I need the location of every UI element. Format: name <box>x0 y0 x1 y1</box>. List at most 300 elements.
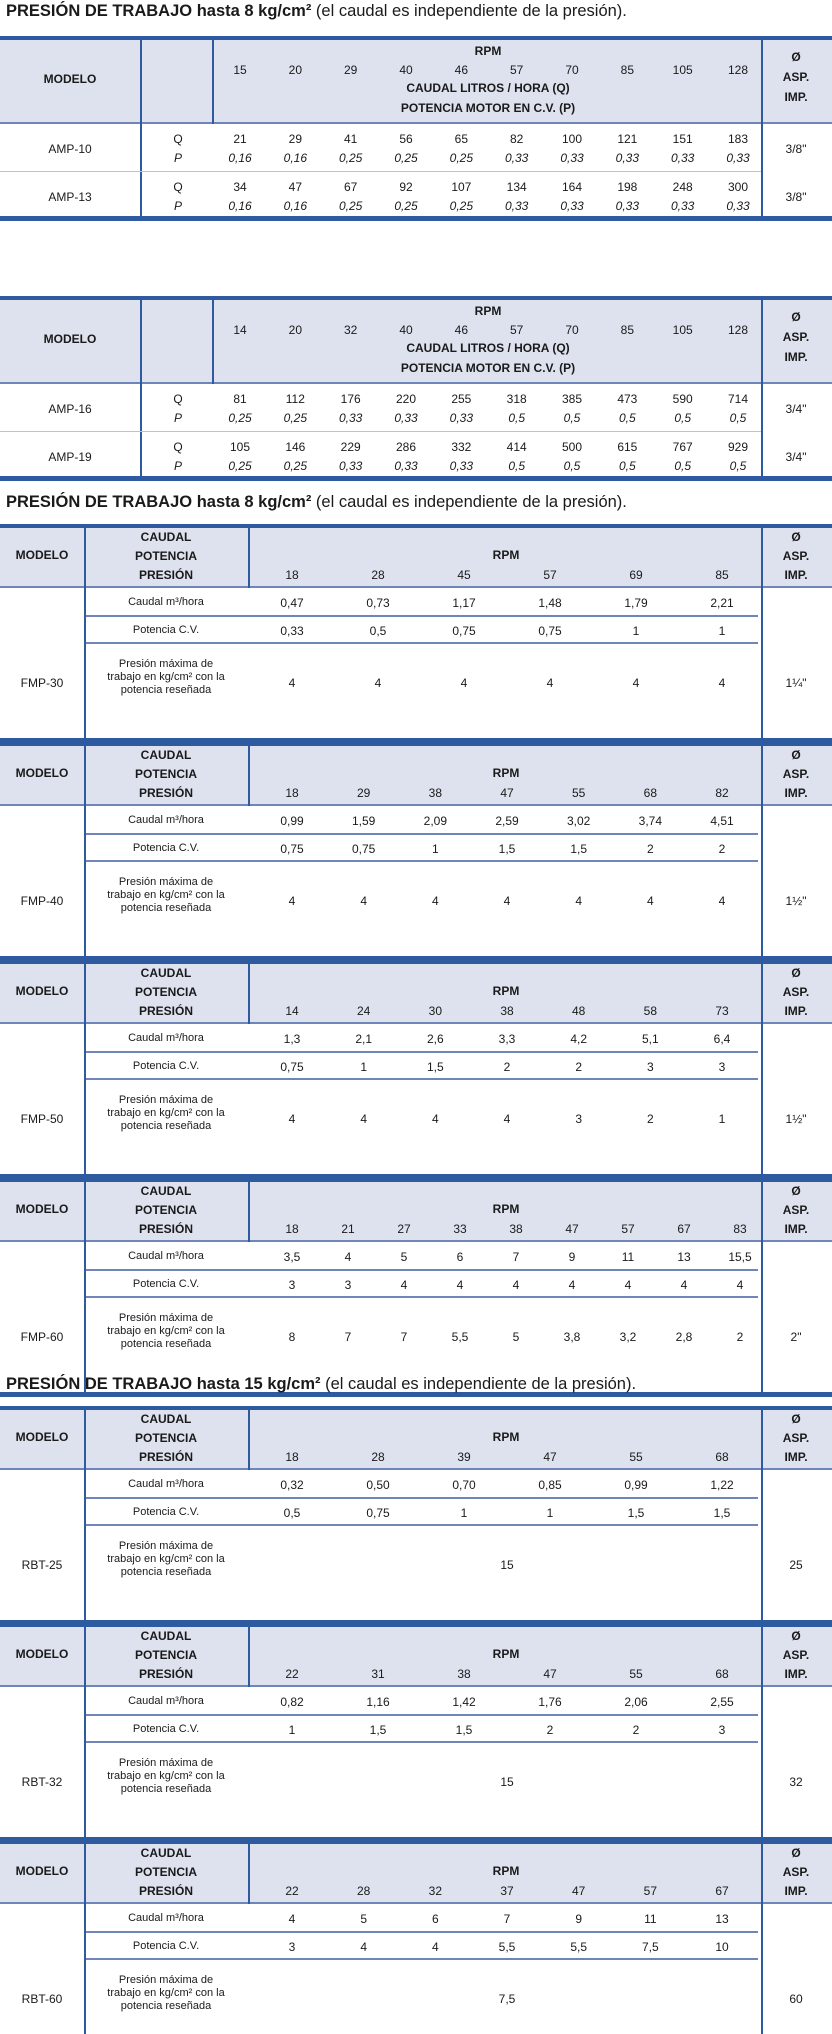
size-value: 2" <box>790 1330 802 1344</box>
presion-row-label: Presión máxima de trabajo en kg/cm² con la potencia reseñada <box>107 1312 225 1350</box>
col-divider <box>761 964 763 1174</box>
p-value: 0,25 <box>394 151 418 165</box>
table-header <box>0 960 832 1024</box>
p-value: 0,33 <box>504 199 529 213</box>
size-value: 3/4" <box>785 402 807 416</box>
q-value: 21 <box>233 132 247 146</box>
potencia-value: 3 <box>288 1278 296 1292</box>
rpm-value: 40 <box>399 323 413 337</box>
p-label: P <box>173 199 183 213</box>
asp-label: ASP. <box>782 767 810 781</box>
diam-label: Ø <box>791 50 801 64</box>
caudal-value: 11 <box>644 1912 657 1926</box>
presion-row-label: Presión máxima de trabajo en kg/cm² con la potencia reseñada <box>107 876 225 914</box>
presion-row-label: Presión máxima de trabajo en kg/cm² con la potencia reseñada <box>107 1540 225 1578</box>
rpm-value: 32 <box>428 1884 443 1898</box>
asp-label: ASP. <box>782 1865 810 1879</box>
col-divider <box>761 300 763 476</box>
caudal-row-label: Caudal m³/hora <box>128 596 204 608</box>
presion-label: PRESIÓN <box>138 786 194 800</box>
rpm-value: 68 <box>715 1450 729 1464</box>
caudal-value: 2,1 <box>355 1032 372 1046</box>
amp-table <box>0 296 832 481</box>
modelo-label: MODELO <box>15 1430 69 1444</box>
p-value: 0,33 <box>338 411 363 425</box>
q-value: 220 <box>395 392 417 406</box>
presion-value: 4 <box>646 894 654 908</box>
rpm-value: 14 <box>233 323 247 337</box>
potencia-value: 1,5 <box>498 842 516 856</box>
p-value: 0,5 <box>618 411 636 425</box>
size-value: 60 <box>789 1992 803 2006</box>
p-value: 0,33 <box>394 459 418 473</box>
potencia-value: 1 <box>360 1060 367 1074</box>
model-name: FMP-50 <box>20 1112 64 1126</box>
row-divider <box>86 1958 758 1960</box>
caudal-row-label: Caudal m³/hora <box>128 814 204 826</box>
caudal-value: 3,3 <box>498 1032 516 1046</box>
col-divider <box>761 1627 763 1837</box>
caudal-value: 7 <box>512 1250 520 1264</box>
rpm-value: 21 <box>341 1222 355 1236</box>
p-value: 0,5 <box>563 459 581 473</box>
potencia-row-label: Potencia C.V. <box>132 1278 200 1290</box>
potencia-value: 0,75 <box>366 1506 390 1520</box>
rpm-value: 28 <box>371 1450 385 1464</box>
caudal-value: 15,5 <box>728 1250 752 1264</box>
potencia-value: 1 <box>288 1723 296 1737</box>
modelo-label: MODELO <box>15 984 69 998</box>
potencia-value: 4 <box>624 1278 632 1292</box>
presion-value: 4 <box>431 1112 439 1126</box>
potencia-row-label: Potencia C.V. <box>132 1060 200 1072</box>
col-divider <box>761 1182 763 1392</box>
table-body <box>0 1904 832 2034</box>
caudal-value: 3,02 <box>566 814 591 828</box>
rpm-value: 32 <box>343 323 358 337</box>
potencia-label: POTENCIA <box>134 767 198 781</box>
modelo-label: MODELO <box>43 72 97 86</box>
potencia-value: 2 <box>718 842 726 856</box>
presion-value: 4 <box>360 894 367 908</box>
q-value: 34 <box>233 180 247 194</box>
diam-label: Ø <box>791 966 801 980</box>
rpm-value: 40 <box>399 63 413 77</box>
p-value: 0,33 <box>449 459 474 473</box>
row-divider <box>86 1741 758 1743</box>
q-value: 67 <box>343 180 358 194</box>
rpm-value: 68 <box>643 786 658 800</box>
col-divider <box>84 964 86 1174</box>
asp-label: ASP. <box>782 985 810 999</box>
rpm-value: 47 <box>543 1450 557 1464</box>
potencia-value: 1,5 <box>369 1723 387 1737</box>
rpm-value: 82 <box>715 786 729 800</box>
potencia-value: 2 <box>646 842 654 856</box>
caudal-value: 1,16 <box>366 1695 390 1709</box>
q-value: 929 <box>727 440 749 454</box>
rpm-value: 28 <box>356 1884 371 1898</box>
caudal-value: 11 <box>621 1250 635 1264</box>
q-label: Q <box>173 440 183 454</box>
q-value: 82 <box>509 132 524 146</box>
model-name: AMP-13 <box>48 190 92 204</box>
rpm-value: 22 <box>285 1884 299 1898</box>
heading-text: (el caudal es independiente de la presión). <box>311 493 627 511</box>
p-value: 0,5 <box>674 459 691 473</box>
rpm-value: 85 <box>620 323 635 337</box>
potencia-value: 0,5 <box>369 624 387 638</box>
rpm-value: 31 <box>371 1667 385 1681</box>
p-value: 0,33 <box>726 151 750 165</box>
rpm-label: RPM <box>474 304 502 318</box>
potencia-value: 3 <box>718 1060 726 1074</box>
rpm-value: 47 <box>565 1222 579 1236</box>
presion-value: 3 <box>575 1112 582 1126</box>
p-value: 0,16 <box>283 151 308 165</box>
size-value: 1½" <box>785 894 807 908</box>
q-value: 198 <box>617 180 638 194</box>
potencia-value: 4 <box>400 1278 408 1292</box>
caudal-value: 3,74 <box>638 814 663 828</box>
potencia-value: 1 <box>431 842 439 856</box>
rpm-value: 105 <box>672 323 693 337</box>
rpm-value: 38 <box>457 1667 471 1681</box>
p-value: 0,25 <box>449 199 474 213</box>
p-value: 0,33 <box>449 411 474 425</box>
caudal-label: CAUDAL <box>140 1412 192 1426</box>
q-value: 81 <box>233 392 247 406</box>
p-value: 0,16 <box>228 199 252 213</box>
col-divider <box>248 1182 250 1242</box>
q-value: 29 <box>288 132 303 146</box>
row-divider <box>0 431 761 432</box>
header-rule <box>0 586 832 588</box>
asp-label: ASP. <box>782 1431 810 1445</box>
p-value: 0,25 <box>449 151 474 165</box>
section-heading <box>6 493 627 512</box>
col-divider <box>248 964 250 1024</box>
row-divider <box>86 1269 758 1271</box>
caudal-row-label: Caudal m³/hora <box>128 1032 204 1044</box>
model-name: FMP-60 <box>20 1330 64 1344</box>
q-value: 318 <box>506 392 527 406</box>
diam-label: Ø <box>791 310 801 324</box>
asp-label: ASP. <box>782 549 810 563</box>
potencia-row-label: Potencia C.V. <box>132 1723 200 1735</box>
caudal-value: 0,85 <box>538 1478 562 1492</box>
rpm-value: 29 <box>343 63 358 77</box>
caudal-value: 9 <box>568 1250 576 1264</box>
caudal-value: 7 <box>503 1912 511 1926</box>
p-value: 0,25 <box>338 199 363 213</box>
amp-table <box>0 36 832 221</box>
caudal-value: 13 <box>715 1912 729 1926</box>
presion-value: 7 <box>400 1330 408 1344</box>
p-value: 0,33 <box>615 199 640 213</box>
q-value: 767 <box>672 440 693 454</box>
header-rule <box>0 382 832 384</box>
potencia-label: POTENCIA <box>134 1431 198 1445</box>
caudal-value: 1,17 <box>452 596 476 610</box>
presion-value: 4 <box>503 1112 511 1126</box>
p-value: 0,25 <box>394 199 418 213</box>
presion-value: 4 <box>718 894 726 908</box>
caudal-value: 9 <box>575 1912 582 1926</box>
col-divider <box>84 528 86 738</box>
potencia-row-label: Potencia C.V. <box>132 842 200 854</box>
model-name: AMP-16 <box>48 402 92 416</box>
size-value: 1½" <box>785 1112 807 1126</box>
row-divider <box>0 171 761 172</box>
q-value: 134 <box>506 180 527 194</box>
caudal-value: 0,47 <box>280 596 304 610</box>
caudal-value: 5 <box>360 1912 367 1926</box>
potencia-label: POTENCIA <box>134 1865 198 1879</box>
potencia-value: 1 <box>546 1506 554 1520</box>
caudal-label: CAUDAL <box>140 1184 192 1198</box>
q-value: 615 <box>617 440 638 454</box>
p-value: 0,33 <box>504 151 529 165</box>
caudal-value: 4,2 <box>570 1032 587 1046</box>
presion-value: 1 <box>718 1112 726 1126</box>
rpm-value: 38 <box>500 1004 514 1018</box>
presion-value: 2 <box>646 1112 654 1126</box>
col-divider <box>248 528 250 588</box>
imp-label: IMP. <box>784 1004 808 1018</box>
potencia-value: 1,5 <box>627 1506 645 1520</box>
fmp-table <box>0 1406 832 1625</box>
model-name: AMP-10 <box>48 142 92 156</box>
diam-label: Ø <box>791 1629 801 1643</box>
caudal-value: 1,48 <box>538 596 562 610</box>
potencia-label: POTENCIA MOTOR EN C.V. (P) <box>400 101 576 115</box>
p-value: 0,16 <box>283 199 308 213</box>
q-value: 500 <box>561 440 583 454</box>
q-value: 146 <box>285 440 306 454</box>
rpm-value: 105 <box>672 63 693 77</box>
rpm-value: 18 <box>285 568 299 582</box>
potencia-value: 4 <box>568 1278 576 1292</box>
potencia-label: POTENCIA MOTOR EN C.V. (P) <box>400 361 576 375</box>
presion-value: 2,8 <box>675 1330 693 1344</box>
presion-value: 7,5 <box>498 1992 516 2006</box>
row-divider <box>86 1497 758 1499</box>
fmp-table <box>0 524 832 743</box>
presion-value: 4 <box>288 676 296 690</box>
rpm-value: 20 <box>288 63 303 77</box>
q-value: 47 <box>288 180 303 194</box>
caudal-value: 2,55 <box>710 1695 734 1709</box>
potencia-value: 5,5 <box>498 1940 516 1954</box>
row-divider <box>86 1524 758 1526</box>
diam-label: Ø <box>791 748 801 762</box>
p-value: 0,33 <box>338 459 363 473</box>
heading-text: (el caudal es independiente de la presión). <box>311 2 627 20</box>
table-header <box>0 1840 832 1904</box>
p-value: 0,5 <box>729 411 747 425</box>
rpm-value: 70 <box>565 323 579 337</box>
potencia-value: 4 <box>736 1278 744 1292</box>
caudal-value: 0,99 <box>280 814 304 828</box>
potencia-value: 0,75 <box>280 842 304 856</box>
q-value: 248 <box>672 180 693 194</box>
caudal-label: CAUDAL <box>140 1629 192 1643</box>
q-value: 473 <box>617 392 638 406</box>
presion-value: 15 <box>500 1558 514 1572</box>
col-divider <box>761 528 763 738</box>
header-rule <box>0 1685 832 1687</box>
modelo-label: MODELO <box>43 332 97 346</box>
p-value: 0,25 <box>228 411 252 425</box>
q-value: 41 <box>343 132 358 146</box>
presion-value: 3,2 <box>619 1330 637 1344</box>
presion-label: PRESIÓN <box>138 568 194 582</box>
potencia-value: 4 <box>456 1278 464 1292</box>
rpm-value: 18 <box>285 786 299 800</box>
caudal-value: 2,59 <box>495 814 519 828</box>
size-value: 32 <box>789 1775 803 1789</box>
heading-bold: PRESIÓN DE TRABAJO hasta 8 kg/cm² <box>6 2 312 20</box>
section-heading <box>6 1375 636 1394</box>
potencia-label: POTENCIA <box>134 1648 198 1662</box>
rpm-value: 14 <box>285 1004 299 1018</box>
presion-value: 2 <box>736 1330 744 1344</box>
presion-value: 4 <box>288 894 296 908</box>
rpm-value: 47 <box>500 786 514 800</box>
size-value: 25 <box>789 1558 803 1572</box>
q-value: 112 <box>285 392 305 406</box>
rpm-value: 73 <box>715 1004 729 1018</box>
rpm-value: 57 <box>509 63 524 77</box>
asp-label: ASP. <box>782 330 810 344</box>
rpm-value: 20 <box>288 323 303 337</box>
caudal-value: 3,5 <box>283 1250 301 1264</box>
header-rule <box>0 1468 832 1470</box>
size-value: 3/8" <box>785 142 807 156</box>
presion-value: 7 <box>344 1330 352 1344</box>
model-name: RBT-60 <box>21 1992 63 2006</box>
caudal-label: CAUDAL <box>140 966 192 980</box>
imp-label: IMP. <box>784 90 808 104</box>
rpm-value: 67 <box>677 1222 691 1236</box>
potencia-value: 1,5 <box>570 842 587 856</box>
presion-value: 4 <box>431 894 439 908</box>
rpm-value: 38 <box>428 786 443 800</box>
q-value: 414 <box>506 440 527 454</box>
col-divider <box>84 1410 86 1620</box>
q-label: Q <box>173 180 183 194</box>
presion-value: 4 <box>460 676 468 690</box>
potencia-value: 7,5 <box>641 1940 659 1954</box>
q-value: 385 <box>561 392 583 406</box>
header-rule <box>0 1240 832 1242</box>
presion-value: 4 <box>546 676 554 690</box>
presion-label: PRESIÓN <box>138 1004 194 1018</box>
col-divider <box>761 1410 763 1620</box>
presion-row-label: Presión máxima de trabajo en kg/cm² con la potencia reseñada <box>107 1974 225 2012</box>
col-divider <box>761 1844 763 2034</box>
rpm-value: 55 <box>629 1667 643 1681</box>
rpm-value: 57 <box>509 323 524 337</box>
presion-value: 4 <box>632 676 640 690</box>
caudal-value: 0,82 <box>280 1695 304 1709</box>
potencia-value: 1 <box>632 624 640 638</box>
presion-row-label: Presión máxima de trabajo en kg/cm² con la potencia reseñada <box>107 658 225 696</box>
imp-label: IMP. <box>784 1667 808 1681</box>
rpm-value: 29 <box>356 786 371 800</box>
rpm-value: 69 <box>629 568 643 582</box>
col-divider <box>248 1844 250 1904</box>
potencia-row-label: Potencia C.V. <box>132 1940 200 1952</box>
rpm-value: 55 <box>629 1450 643 1464</box>
potencia-value: 2 <box>575 1060 582 1074</box>
potencia-value: 1,5 <box>455 1723 473 1737</box>
fmp-table <box>0 1623 832 1842</box>
caudal-value: 1,42 <box>452 1695 476 1709</box>
p-value: 0,33 <box>670 151 695 165</box>
potencia-value: 1 <box>718 624 726 638</box>
fmp-table <box>0 742 832 961</box>
caudal-value: 5 <box>400 1250 408 1264</box>
rpm-value: 57 <box>643 1884 658 1898</box>
row-divider <box>86 833 758 835</box>
diam-label: Ø <box>791 530 801 544</box>
q-value: 714 <box>727 392 749 406</box>
p-value: 0,16 <box>228 151 252 165</box>
col-divider <box>212 40 214 124</box>
asp-label: ASP. <box>782 1648 810 1662</box>
p-value: 0,5 <box>508 459 525 473</box>
size-value: 1¼" <box>785 676 807 690</box>
model-name: RBT-32 <box>21 1775 63 1789</box>
presion-value: 4 <box>718 676 726 690</box>
p-value: 0,5 <box>729 459 747 473</box>
caudal-label: CAUDAL <box>140 748 192 762</box>
potencia-label: POTENCIA <box>134 1203 198 1217</box>
heading-bold: PRESIÓN DE TRABAJO hasta 8 kg/cm² <box>6 493 312 511</box>
p-value: 0,33 <box>615 151 640 165</box>
presion-value: 3,8 <box>563 1330 581 1344</box>
caudal-value: 4,51 <box>710 814 734 828</box>
presion-value: 5 <box>512 1330 520 1344</box>
p-value: 0,25 <box>283 459 308 473</box>
p-value: 0,25 <box>283 411 308 425</box>
caudal-value: 1,76 <box>538 1695 562 1709</box>
rpm-value: 68 <box>715 1667 729 1681</box>
header-rule <box>0 804 832 806</box>
rpm-value: 47 <box>571 1884 586 1898</box>
caudal-label: CAUDAL LITROS / HORA (Q) <box>406 341 570 355</box>
heading-bold: PRESIÓN DE TRABAJO hasta 15 kg/cm² <box>6 1375 321 1393</box>
p-value: 0,25 <box>228 459 252 473</box>
row-divider <box>86 1051 758 1053</box>
potencia-row-label: Potencia C.V. <box>132 624 200 636</box>
fmp-table <box>0 1840 832 2034</box>
caudal-value: 1,59 <box>351 814 376 828</box>
diam-label: Ø <box>791 1846 801 1860</box>
rpm-value: 128 <box>727 323 749 337</box>
rpm-value: 22 <box>285 1667 299 1681</box>
size-value: 3/4" <box>785 450 807 464</box>
rpm-value: 38 <box>509 1222 523 1236</box>
col-divider <box>248 746 250 806</box>
imp-label: IMP. <box>784 1450 808 1464</box>
model-name: AMP-19 <box>48 450 92 464</box>
rpm-value: 85 <box>620 63 635 77</box>
col-divider <box>140 300 142 476</box>
caudal-value: 0,73 <box>366 596 390 610</box>
